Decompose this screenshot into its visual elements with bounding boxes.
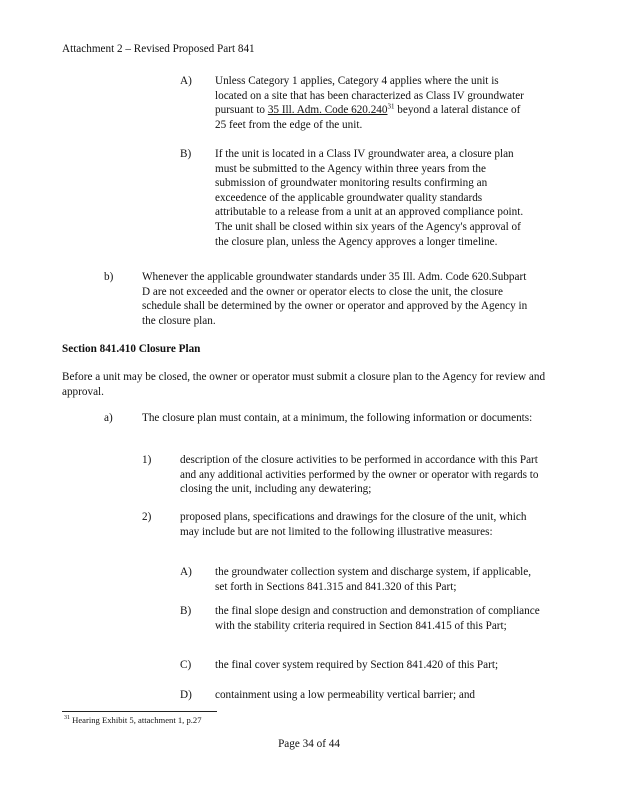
item-text-closure-activities: description of the closure activities to be performed in accordance with this Part and any additional activities performed by the owner or operator with regards to closing the unit, including any dewatering; bbox=[180, 454, 539, 496]
measure-text-groundwater-collection: the groundwater collection system and discharge system, if applicable, set forth in Sections 841.315 and 841.320 of this Part; bbox=[215, 566, 532, 593]
footnote bbox=[64, 715, 202, 725]
item-label: B) bbox=[180, 148, 192, 160]
section-intro: Before a unit may be closed, the owner or operator must submit a closure plan to the Agency for review and approval. bbox=[62, 371, 546, 398]
item-label: 1) bbox=[142, 454, 152, 466]
item-label: A) bbox=[180, 75, 192, 87]
footnote-ref[interactable]: 31 bbox=[387, 102, 395, 111]
footnote-text: Hearing Exhibit 5, attachment 1, p.27 bbox=[70, 715, 202, 725]
section-heading: Section 841.410 Closure Plan bbox=[62, 343, 201, 355]
measure-text-slope-design: the final slope design and construction and demonstration of compliance with the stability criteria required in Section 841.415 of this Part; bbox=[215, 605, 540, 632]
paragraph-label: b) bbox=[104, 271, 114, 283]
item-label: C) bbox=[180, 659, 192, 671]
regulation-link[interactable]: 35 Ill. Adm. Code 620.240 bbox=[267, 104, 388, 117]
footnote-divider bbox=[62, 711, 217, 712]
running-header: Attachment 2 – Revised Proposed Part 841 bbox=[62, 43, 255, 55]
item-text-class-iv-category: Unless Category 1 applies, Category 4 applies where the unit is located on a site that has been characterized as Class IV groundwater pursuant to 35 Ill. Adm. Code 620.240$^{31}$ beyond a lateral distance of 25 feet from the edge of the unit. bbox=[215, 75, 524, 131]
measure-text-final-cover: the final cover system required by Section 841.420 of this Part; bbox=[215, 659, 499, 671]
item-label: A) bbox=[180, 566, 192, 578]
item-text-closure-timeline: If the unit is located in a Class IV groundwater area, a closure plan must be submitted to the Agency within three years from the submission of groundwater monitoring results confirming an exceedence of the applicable groundwater quality standards attributable to a release from a unit at an approved compliance point. The unit shall be closed within six years of the Agency's approval of the closure plan, unless the Agency approves a longer timeline. bbox=[215, 148, 524, 248]
item-label: B) bbox=[180, 605, 192, 617]
item-text-proposed-plans: proposed plans, specifications and drawings for the closure of the unit, which may include but are not limited to the following illustrative measures: bbox=[180, 511, 527, 538]
item-label: D) bbox=[180, 689, 192, 701]
item-label: 2) bbox=[142, 511, 152, 523]
page-number: Page 34 of 44 bbox=[278, 738, 340, 750]
paragraph-label: a) bbox=[104, 412, 113, 424]
footnote-number: 31 bbox=[64, 715, 70, 722]
paragraph-closure-plan-contents: The closure plan must contain, at a minimum, the following information or documents: bbox=[142, 412, 533, 424]
paragraph-closure-schedule: Whenever the applicable groundwater standards under 35 Ill. Adm. Code 620.Subpart D are not exceeded and the owner or operator elects to close the unit, the closure schedule shall be determined by the owner or operator and approved by the Agency in the closure plan. bbox=[142, 271, 528, 327]
measure-text-containment: containment using a low permeability vertical barrier; and bbox=[215, 689, 476, 701]
